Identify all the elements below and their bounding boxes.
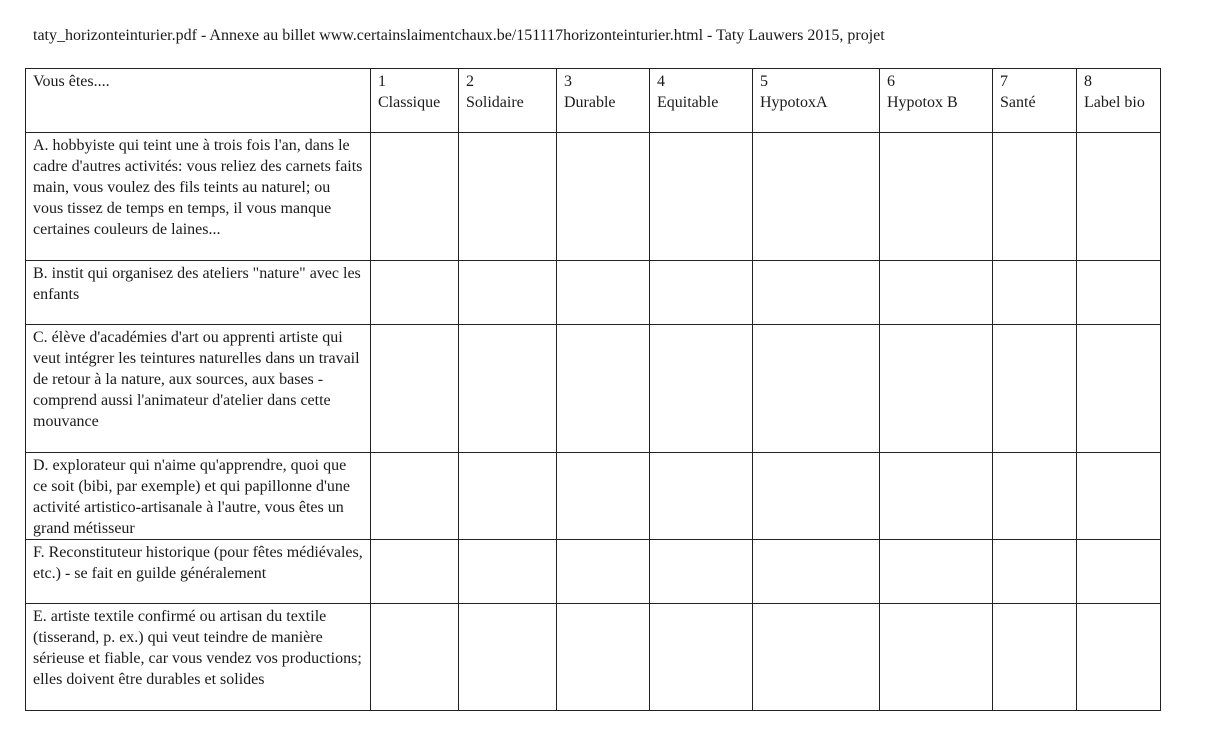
row-description: A. hobbyiste qui teint une à trois fois l'an, dans le cadre d'autres activités: vous reliez des carnets faits main, vous voulez des fils teints au naturel; ou vous tissez de temps en temps, il vous manque certaines couleurs de laines...	[26, 133, 371, 261]
empty-cell	[459, 325, 557, 453]
empty-cell	[650, 133, 753, 261]
empty-cell	[1077, 133, 1161, 261]
empty-cell	[650, 325, 753, 453]
table-row	[26, 540, 1161, 604]
column-number: 6	[887, 73, 895, 90]
empty-cell	[1077, 604, 1161, 711]
column-label: Label bio	[1084, 94, 1145, 111]
column-label: Santé	[1000, 94, 1036, 111]
empty-cell	[880, 325, 993, 453]
column-label: Durable	[564, 94, 616, 111]
row-description: D. explorateur qui n'aime qu'apprendre, quoi que ce soit (bibi, par exemple) et qui papillonne d'une activité artistico-artisanale à l'autre, vous êtes un grand métisseur	[26, 453, 371, 540]
empty-cell	[880, 540, 993, 604]
header-row	[26, 69, 1161, 133]
empty-cell	[650, 540, 753, 604]
table-row	[26, 133, 1161, 261]
empty-cell	[557, 540, 650, 604]
column-label: Hypotox B	[887, 94, 958, 111]
empty-cell	[993, 261, 1077, 325]
empty-cell	[371, 261, 459, 325]
row-description: C. élève d'académies d'art ou apprenti artiste qui veut intégrer les teintures naturelles dans un travail de retour à la nature, aux sources, aux bases - comprend aussi l'animateur d'atelier dans cette mouvance	[26, 325, 371, 453]
empty-cell	[459, 453, 557, 540]
empty-cell	[557, 133, 650, 261]
column-number: 3	[564, 73, 572, 90]
table-row	[26, 261, 1161, 325]
column-number: 4	[657, 73, 665, 90]
table-row	[26, 325, 1161, 453]
column-label: Classique	[378, 94, 441, 111]
empty-cell	[753, 453, 880, 540]
empty-cell	[459, 133, 557, 261]
empty-cell	[371, 453, 459, 540]
empty-cell	[371, 325, 459, 453]
column-header	[753, 69, 880, 133]
empty-cell	[880, 133, 993, 261]
column-label: Equitable	[657, 94, 719, 111]
empty-cell	[993, 325, 1077, 453]
empty-cell	[993, 604, 1077, 711]
empty-cell	[1077, 325, 1161, 453]
empty-cell	[993, 133, 1077, 261]
empty-cell	[557, 325, 650, 453]
empty-cell	[557, 261, 650, 325]
empty-cell	[753, 325, 880, 453]
row-description: B. instit qui organisez des ateliers "nature" avec les enfants	[26, 261, 371, 325]
empty-cell	[753, 261, 880, 325]
row-description: F. Reconstituteur historique (pour fêtes médiévales, etc.) - se fait en guilde généralement	[26, 540, 371, 604]
empty-cell	[459, 540, 557, 604]
empty-cell	[1077, 540, 1161, 604]
empty-cell	[557, 604, 650, 711]
empty-cell	[753, 133, 880, 261]
column-number: 2	[466, 73, 474, 90]
column-header	[1077, 69, 1161, 133]
column-header	[993, 69, 1077, 133]
corner-label: Vous êtes....	[26, 69, 371, 133]
empty-cell	[650, 604, 753, 711]
column-header	[880, 69, 993, 133]
empty-cell	[993, 540, 1077, 604]
empty-cell	[459, 261, 557, 325]
column-number: 5	[760, 73, 768, 90]
empty-cell	[459, 604, 557, 711]
column-header	[557, 69, 650, 133]
profile-grid-table	[25, 68, 1161, 711]
empty-cell	[371, 133, 459, 261]
empty-cell	[753, 540, 880, 604]
empty-cell	[1077, 453, 1161, 540]
empty-cell	[650, 453, 753, 540]
column-label: HypotoxA	[760, 94, 828, 111]
empty-cell	[880, 604, 993, 711]
column-number: 8	[1084, 73, 1092, 90]
empty-cell	[1077, 261, 1161, 325]
empty-cell	[371, 540, 459, 604]
empty-cell	[650, 261, 753, 325]
column-header	[459, 69, 557, 133]
document-header: taty_horizonteinturier.pdf - Annexe au billet www.certainslaimentchaux.be/151117horizonteinturier.html - Taty Lauwers 2015, projet	[33, 27, 885, 44]
column-number: 7	[1000, 73, 1008, 90]
empty-cell	[880, 453, 993, 540]
column-label: Solidaire	[466, 94, 524, 111]
empty-cell	[753, 604, 880, 711]
empty-cell	[880, 261, 993, 325]
empty-cell	[993, 453, 1077, 540]
column-header	[650, 69, 753, 133]
empty-cell	[557, 453, 650, 540]
empty-cell	[371, 604, 459, 711]
column-number: 1	[378, 73, 386, 90]
table-row	[26, 453, 1161, 540]
column-header	[371, 69, 459, 133]
row-description: E. artiste textile confirmé ou artisan du textile (tisserand, p. ex.) qui veut teindre de manière sérieuse et fiable, car vous vendez vos productions; elles doivent être durables et solides	[26, 604, 371, 711]
table-row	[26, 604, 1161, 711]
